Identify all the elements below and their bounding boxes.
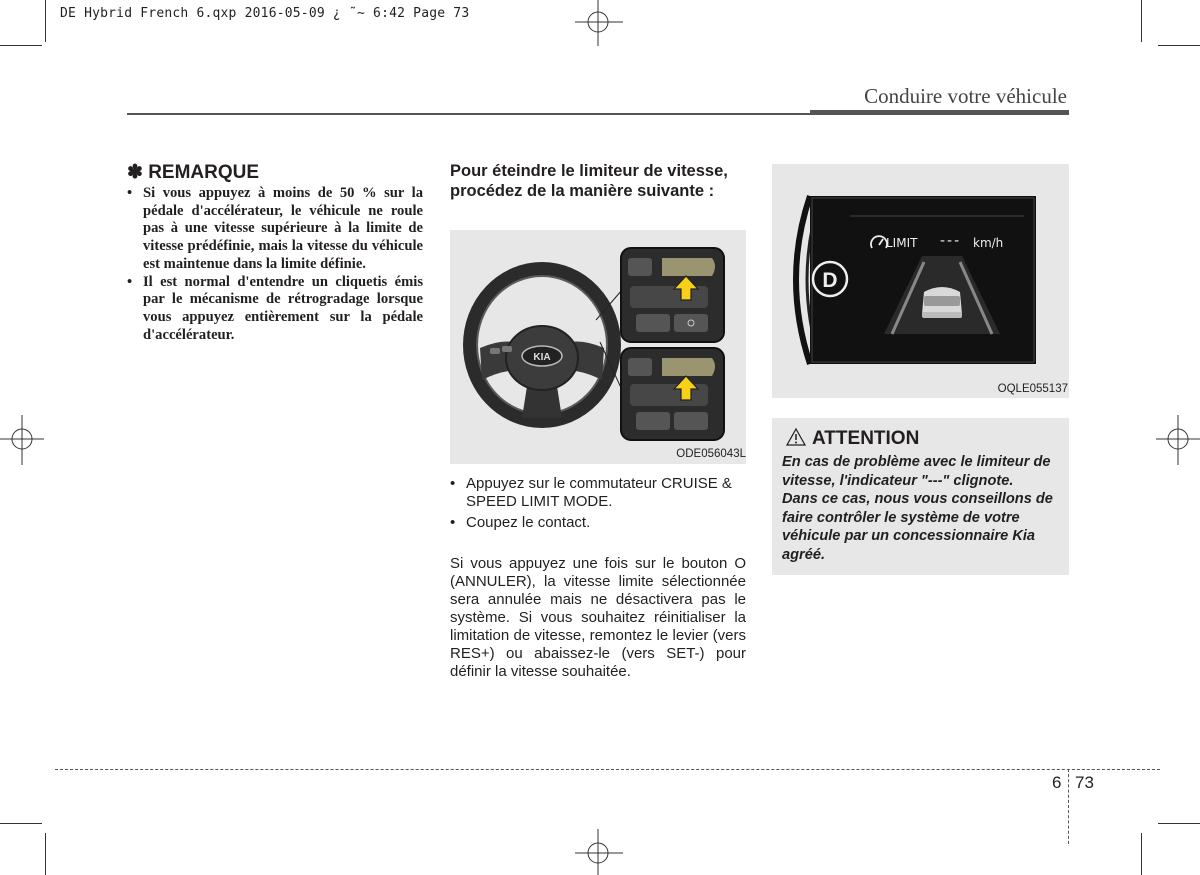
warning-triangle-icon xyxy=(786,427,806,447)
registration-mark-bottom xyxy=(575,829,623,875)
attention-text xyxy=(782,453,1062,565)
steering-wheel-illustration xyxy=(450,230,746,464)
crop-mark xyxy=(1141,833,1142,875)
chapter-number: 6 xyxy=(1052,773,1062,792)
list-item-text: Si vous appuyez à moins de 50 % sur la pédale d'accélérateur, le véhicule ne roule pas à une vitesse supérieure à la limite de vitesse prédéfinie, mais la vitesse du véhicule est maintenue dans la limite définie. xyxy=(143,185,423,272)
remarque-title xyxy=(127,161,259,184)
asterisk-icon: ✽ xyxy=(127,162,143,183)
body-paragraph: Si vous appuyez une fois sur le bouton O (ANNULER), la vitesse limite sélectionnée sera annulée mais ne désactivera pas le système. Si vous souhaitez réinitialiser la limitation de vitesse, remontez le levier (vers RES+) ou abaissez-le (vers SET-) pour définir la vitesse souhaitée. xyxy=(450,555,746,680)
speed-limit-value: --- xyxy=(940,233,962,249)
footer-rule xyxy=(55,769,1160,770)
limit-label: LIMIT xyxy=(886,236,918,250)
page-number: 73 xyxy=(1075,773,1094,792)
registration-mark-left xyxy=(0,415,44,465)
kia-logo: KIA xyxy=(533,352,551,363)
attention-paragraph: Dans ce cas, nous vous conseillons de faire contrôler le système de votre véhicule par un concessionnaire Kia agréé. xyxy=(782,491,1053,563)
crop-mark xyxy=(1141,0,1142,42)
bullet-icon: • xyxy=(450,475,456,492)
figure-id: ODE056043L xyxy=(676,448,746,460)
list-item-text: Coupez le contact. xyxy=(466,514,591,531)
list-item xyxy=(450,514,750,532)
header-rule-thick xyxy=(810,110,1069,115)
crop-mark xyxy=(45,833,46,875)
list-item-text: Il est normal d'entendre un cliquetis émis par le mécanisme de rétrogradage lorsque vous appuyez entièrement sur la pédale d'accélérateur. xyxy=(143,273,423,343)
steps-list xyxy=(450,475,750,535)
figure-id: OQLE055137 xyxy=(997,383,1068,395)
cluster-display-illustration xyxy=(772,164,1069,398)
registration-mark-top xyxy=(575,0,623,46)
list-item xyxy=(127,185,423,274)
crop-mark xyxy=(1158,45,1200,46)
procedure-heading: Pour éteindre le limiteur de vitesse, procédez de la manière suivante : xyxy=(450,162,728,200)
bullet-icon: • xyxy=(127,273,133,290)
list-item xyxy=(127,274,423,345)
bullet-icon: • xyxy=(450,514,456,531)
remarque-list xyxy=(127,185,423,344)
list-item-text: Appuyez sur le commutateur CRUISE & SPEED LIMIT MODE. xyxy=(466,475,732,510)
crop-mark xyxy=(0,823,42,824)
print-slug: DE Hybrid French 6.qxp 2016-05-09 ¿ ˜~ 6:42 Page 73 xyxy=(60,6,470,21)
attention-title: ATTENTION xyxy=(812,428,920,449)
crop-mark xyxy=(1158,823,1200,824)
car-icon xyxy=(922,287,962,318)
crop-mark xyxy=(0,45,42,46)
list-item xyxy=(450,475,750,511)
registration-mark-right xyxy=(1156,415,1200,465)
bullet-icon: • xyxy=(127,185,133,201)
header-rule xyxy=(127,113,810,115)
crop-mark xyxy=(45,0,46,42)
footer-divider xyxy=(1068,769,1069,844)
section-title: Conduire votre véhicule xyxy=(864,84,1067,108)
attention-paragraph: En cas de problème avec le limiteur de vitesse, l'indicateur "---" clignote. xyxy=(782,454,1051,489)
remarque-title-text: REMARQUE xyxy=(148,162,260,183)
steering-wheel-figure xyxy=(450,230,746,464)
speed-unit: km/h xyxy=(973,236,1004,250)
gear-indicator: D xyxy=(822,269,838,292)
cluster-display-figure xyxy=(772,164,1069,398)
